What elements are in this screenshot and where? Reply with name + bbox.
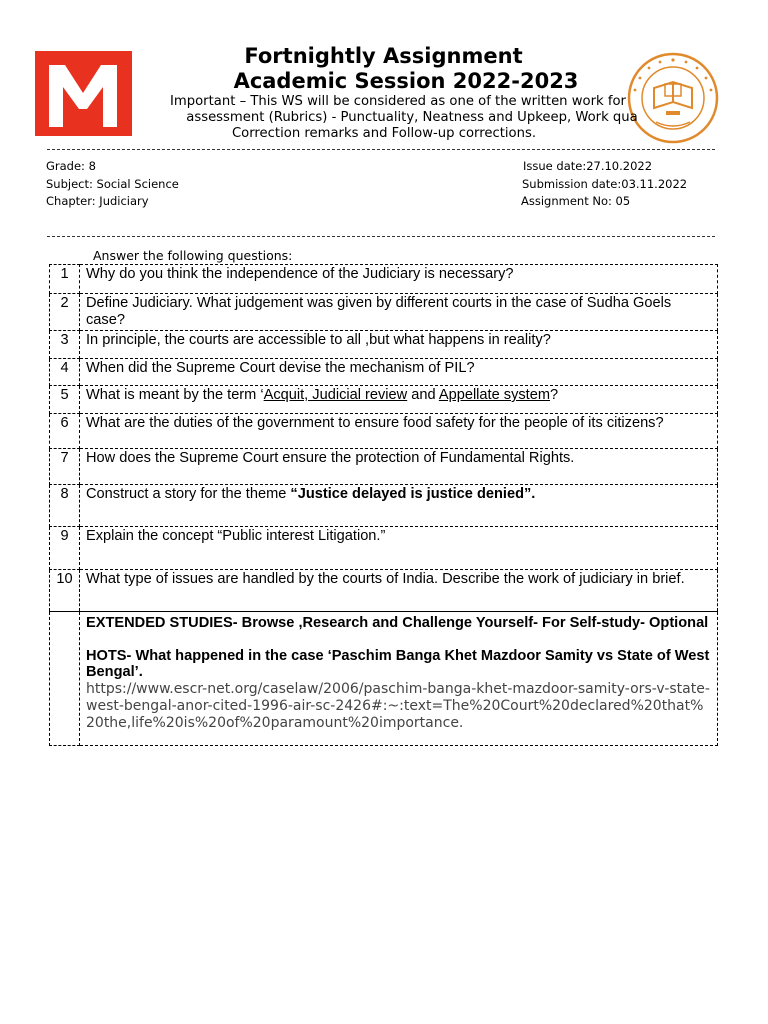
extended-studies-cell: [80, 612, 718, 746]
table-row: [50, 527, 718, 570]
question-number: 9: [50, 527, 80, 570]
table-row: [50, 331, 718, 359]
table-row: [50, 386, 718, 414]
divider: [47, 236, 715, 237]
subject-label: Subject: Social Science: [46, 177, 179, 191]
story-theme: “Justice delayed is justice denied”.: [290, 486, 536, 502]
extended-heading: EXTENDED STUDIES- Browse ,Research and Challenge Yourself- For Self-study- Optional: [86, 615, 709, 631]
divider: [47, 149, 715, 150]
question-text: When did the Supreme Court devise the mechanism of PIL?: [80, 359, 718, 386]
question-text: What is meant by the term ‘Acquit, Judicial review and Appellate system?: [80, 386, 718, 414]
question-text: Why do you think the independence of the Judiciary is necessary?: [80, 265, 718, 294]
chapter-label: Chapter: Judiciary: [46, 194, 149, 208]
table-row: [50, 449, 718, 485]
grade-label: Grade: 8: [46, 159, 96, 173]
question-number: 10: [50, 570, 80, 612]
question-text: In principle, the courts are accessible to all ,but what happens in reality?: [80, 331, 718, 359]
table-row: [50, 485, 718, 527]
question-number: 7: [50, 449, 80, 485]
underlined-term: Appellate system: [438, 387, 550, 403]
instructions: Answer the following questions:: [93, 248, 293, 263]
question-text: What type of issues are handled by the courts of India. Describe the work of judiciary in brief.: [80, 570, 718, 612]
question-text: Construct a story for the theme “Justice delayed is justice denied”.: [80, 485, 718, 527]
important-note-line: Correction remarks and Follow-up corrections.: [231, 126, 537, 141]
question-number: 3: [50, 331, 80, 359]
page-title: Fortnightly Assignment: [244, 44, 523, 68]
table-row: [50, 359, 718, 386]
hots-question: HOTS- What happened in the case ‘Paschim Banga Khet Mazdoor Samity vs State of West Bengal’.: [86, 647, 710, 680]
table-row: [50, 414, 718, 449]
assignment-number: Assignment No: 05: [521, 194, 631, 208]
issue-date: Issue date:27.10.2022: [523, 159, 653, 173]
question-number: 5: [50, 386, 80, 414]
underlined-term: Acquit, Judicial review: [263, 387, 408, 403]
table-row: [50, 294, 718, 331]
question-number: 8: [50, 485, 80, 527]
submission-date: Submission date:03.11.2022: [522, 177, 688, 191]
session-title: Academic Session 2022-2023: [233, 69, 579, 93]
table-row: [50, 265, 718, 294]
question-text: How does the Supreme Court ensure the protection of Fundamental Rights.: [80, 449, 718, 485]
question-number: 4: [50, 359, 80, 386]
question-number: [50, 612, 80, 746]
important-note-line: Important – This WS will be considered as one of the written work for: [170, 94, 626, 109]
question-number: 1: [50, 265, 80, 294]
case-link[interactable]: https://www.escr-net.org/caselaw/2006/paschim-banga-khet-mazdoor-samity-ors-v-state-west-bengal-anor-cited-1996-air-sc-2426#:~:text=The%20Court%20declared%20that%20the,life%20is%20of%20paramount%20importance.: [86, 680, 710, 731]
question-number: 2: [50, 294, 80, 331]
question-text: What are the duties of the government to ensure food safety for the people of its citizens?: [80, 414, 718, 449]
question-text: Explain the concept “Public interest Litigation.”: [80, 527, 718, 570]
questions-table: [49, 264, 718, 746]
important-note-line: assessment (Rubrics) - Punctuality, Neatness and Upkeep, Work qua: [186, 110, 638, 125]
question-text: Define Judiciary. What judgement was given by different courts in the case of Sudha Goels case?: [80, 294, 718, 331]
table-row: [50, 570, 718, 612]
table-row: [50, 612, 718, 746]
question-number: 6: [50, 414, 80, 449]
hots-label: HOTS-: [86, 647, 132, 664]
